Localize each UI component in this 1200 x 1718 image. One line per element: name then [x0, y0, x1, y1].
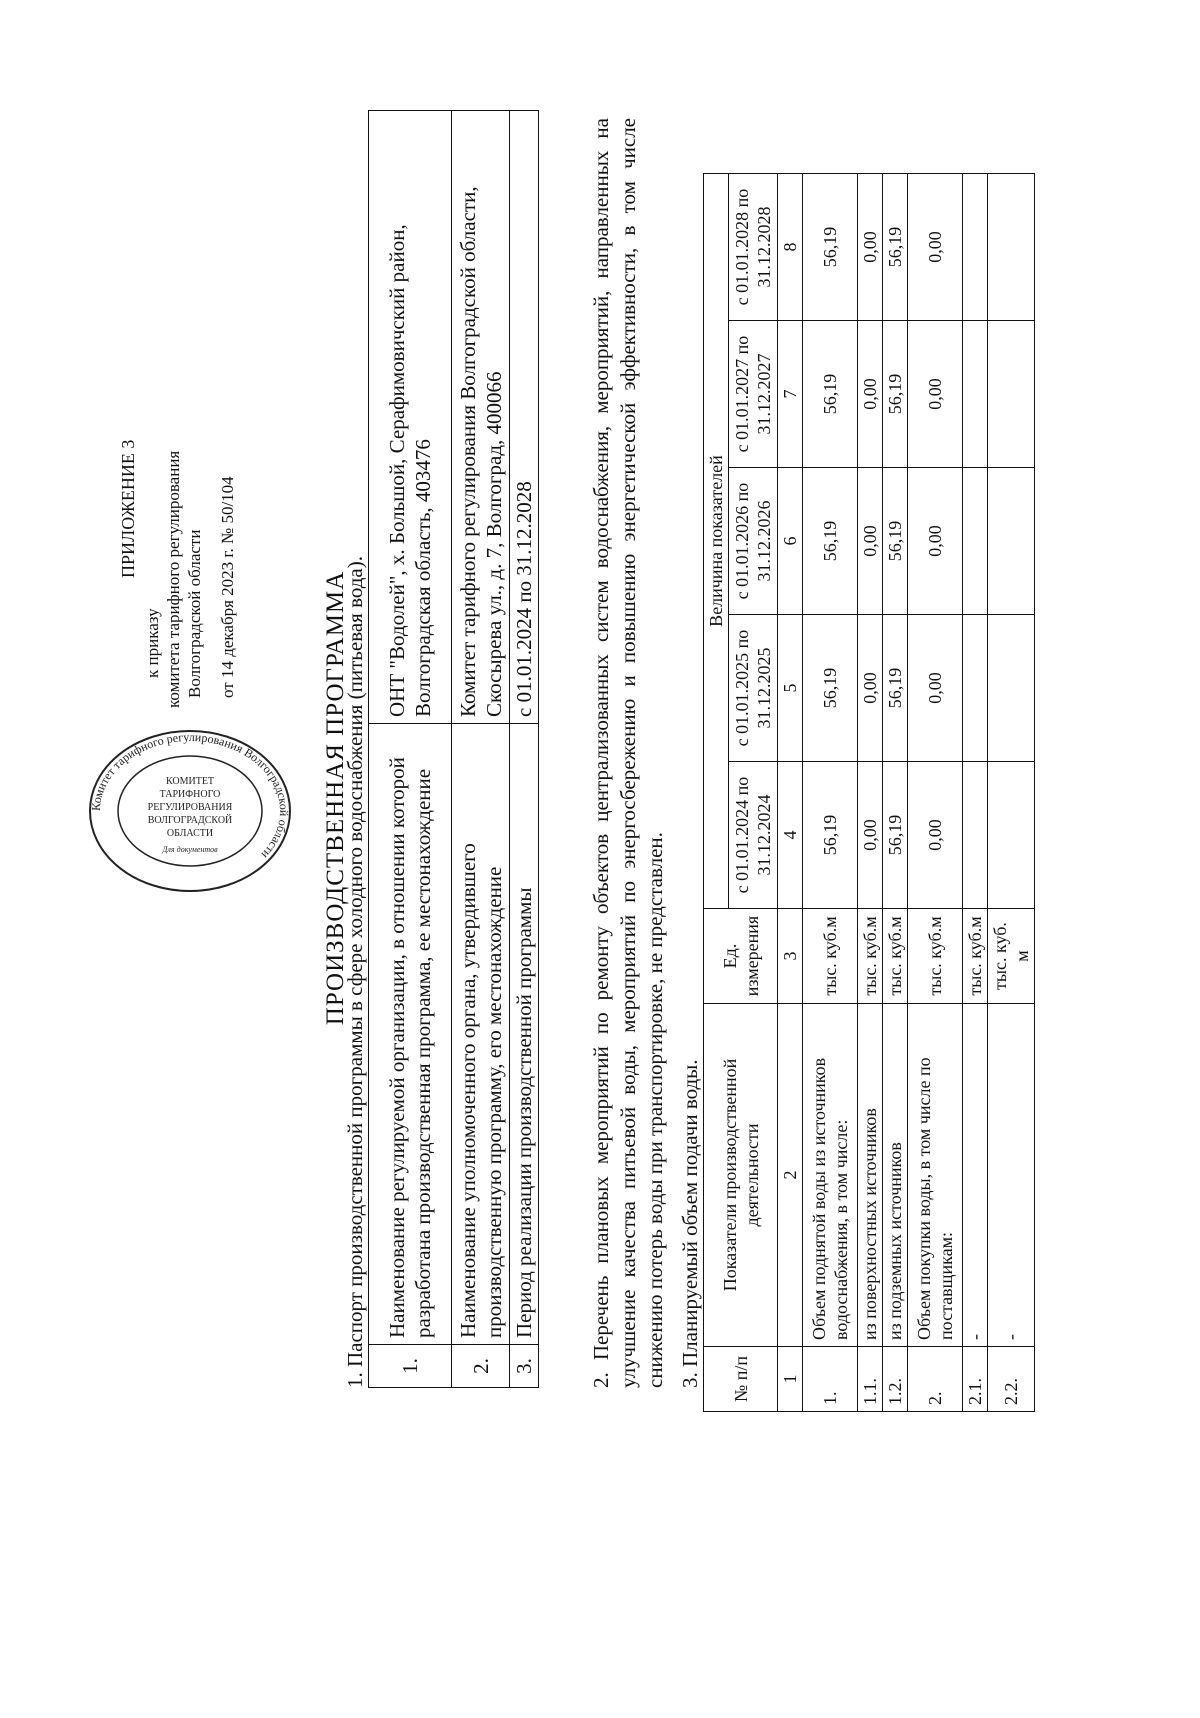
row-value	[988, 468, 1035, 615]
appendix-title: ПРИЛОЖЕНИЕ 3	[118, 439, 138, 578]
stamp-line-2: ТАРИФНОГО	[159, 789, 221, 800]
appendix-line-4: от 14 декабря 2023 г. № 50/104	[218, 476, 237, 698]
col-number: 5	[778, 615, 803, 762]
passport-num: 2.	[452, 1345, 510, 1388]
row-value: 56,19	[803, 615, 858, 762]
row-unit: тыс. куб.м	[963, 909, 988, 1004]
row-unit: тыс. куб. м	[988, 909, 1035, 1004]
table-row	[369, 111, 452, 1388]
table-row	[452, 111, 510, 1388]
row-num: 2.2.	[988, 1347, 1035, 1412]
row-name: -	[988, 1004, 1035, 1347]
row-unit: тыс. куб.м	[858, 909, 883, 1004]
passport-label: Наименование уполномоченного органа, утвердившего производственную программу, его местонахождение	[452, 724, 510, 1345]
section3-heading: 3. Планируемый объем подачи воды.	[678, 1059, 702, 1388]
col-header-period-2028: с 01.01.2028 по 31.12.2028	[729, 174, 778, 321]
col-header-unit: Ед. измерения	[704, 909, 778, 1004]
appendix-line-1: к приказу	[143, 608, 162, 678]
appendix-line-2: комитета тарифного регулирования	[164, 450, 183, 708]
row-value: 0,00	[858, 174, 883, 321]
row-num: 1.2.	[883, 1347, 908, 1412]
table-row	[988, 174, 1035, 1412]
row-name: Объем покупки воды, в том числе по поставщикам:	[908, 1004, 963, 1347]
stamp-line-4: ВОЛГОГРАДСКОЙ	[147, 815, 233, 826]
row-value: 56,19	[803, 321, 858, 468]
col-number: 4	[778, 762, 803, 909]
row-value: 56,19	[803, 468, 858, 615]
row-num: 2.	[908, 1347, 963, 1412]
stamp-line-1: КОМИТЕТ	[165, 776, 215, 787]
row-value: 0,00	[908, 321, 963, 468]
row-name: Объем поднятой воды из источников водоснабжения, в том числе:	[803, 1004, 858, 1347]
col-header-period-2026: с 01.01.2026 по 31.12.2026	[729, 468, 778, 615]
table-row	[858, 174, 883, 1412]
stamp-line-5: ОБЛАСТИ	[166, 828, 214, 839]
col-header-group: Величина показателей	[704, 174, 729, 909]
row-value: 56,19	[883, 615, 908, 762]
row-num: 1.1.	[858, 1347, 883, 1412]
col-number: 1	[778, 1347, 803, 1412]
stamp-line-3: РЕГУЛИРОВАНИЯ	[147, 802, 233, 813]
row-value	[988, 321, 1035, 468]
row-value: 0,00	[908, 174, 963, 321]
row-value: 0,00	[908, 762, 963, 909]
table-header-row	[704, 174, 729, 1412]
row-value: 56,19	[803, 762, 858, 909]
row-name: из подземных источников	[883, 1004, 908, 1347]
col-number: 3	[778, 909, 803, 1004]
row-value	[963, 615, 988, 762]
row-value: 56,19	[803, 174, 858, 321]
col-number: 8	[778, 174, 803, 321]
water-volume-table	[703, 173, 1035, 1412]
row-value	[963, 468, 988, 615]
passport-value: с 01.01.2024 по 31.12.2028	[510, 111, 539, 724]
row-value: 0,00	[858, 468, 883, 615]
row-unit: тыс. куб.м	[803, 909, 858, 1004]
col-header-period-2024: с 01.01.2024 по 31.12.2024	[729, 762, 778, 909]
row-value: 56,19	[883, 762, 908, 909]
row-value	[988, 762, 1035, 909]
row-value	[963, 321, 988, 468]
column-number-row	[778, 174, 803, 1412]
row-unit: тыс. куб.м	[883, 909, 908, 1004]
row-unit: тыс. куб.м	[908, 909, 963, 1004]
passport-value: ОНТ "Водолей", х. Большой, Серафимовичский район, Волгоградская область, 403476	[369, 111, 452, 724]
row-value: 0,00	[858, 762, 883, 909]
section1-heading: 1. Паспорт производственной программы в сфере холодного водоснабжения (питьевая вода).	[343, 556, 367, 1388]
row-value	[988, 174, 1035, 321]
table-row	[883, 174, 908, 1412]
row-value	[988, 615, 1035, 762]
col-header-num: № п/п	[704, 1347, 778, 1412]
passport-value: Комитет тарифного регулирования Волгоградской области, Скосырева ул., д. 7, Волгоград, 400066	[452, 111, 510, 724]
row-value: 0,00	[908, 615, 963, 762]
row-num: 1.	[803, 1347, 858, 1412]
table-row	[908, 174, 963, 1412]
col-header-period-2027: с 01.01.2027 по 31.12.2027	[729, 321, 778, 468]
passport-num: 1.	[369, 1345, 452, 1388]
passport-table	[368, 110, 539, 1388]
row-value	[963, 174, 988, 321]
passport-label: Наименование регулируемой организации, в отношении которой разработана производственная программа, ее местонахождение	[369, 724, 452, 1345]
row-name: из поверхностных источников	[858, 1004, 883, 1347]
table-row	[510, 111, 539, 1388]
appendix-line-3: Волгоградской области	[185, 529, 204, 698]
section2-paragraph: 2. Перечень плановых мероприятий по ремонту объектов централизованных систем водоснабжения, мероприятий, направленных на улучшение качества питьевой воды, мероприятий по энергосбережению и повышению энергетической эффективности, в том числе снижению потерь воды при транспортировке, не представлен.	[589, 118, 667, 1388]
stamp-bottom: Для документов	[162, 845, 218, 854]
row-value: 56,19	[883, 321, 908, 468]
row-value: 0,00	[858, 615, 883, 762]
col-number: 6	[778, 468, 803, 615]
row-value	[963, 762, 988, 909]
row-value: 56,19	[883, 468, 908, 615]
row-num: 2.1.	[963, 1347, 988, 1412]
row-value: 0,00	[858, 321, 883, 468]
passport-label: Период реализации производственной программы	[510, 724, 539, 1345]
row-value: 0,00	[908, 468, 963, 615]
col-number: 7	[778, 321, 803, 468]
table-row	[963, 174, 988, 1412]
col-header-indicator: Показатели производственной деятельности	[704, 1004, 778, 1347]
row-value: 56,19	[883, 174, 908, 321]
table-row	[803, 174, 858, 1412]
document-title: ПРОИЗВОДСТВЕННАЯ ПРОГРАММА	[322, 570, 349, 1026]
row-name: -	[963, 1004, 988, 1347]
col-header-period-2025: с 01.01.2025 по 31.12.2025	[729, 615, 778, 762]
col-number: 2	[778, 1004, 803, 1347]
stamp-ring-text: Комитет тарифного регулирования Волгоградской области	[88, 729, 292, 862]
passport-num: 3.	[510, 1345, 539, 1388]
appendix-details	[142, 108, 238, 708]
official-stamp-icon	[85, 683, 295, 938]
